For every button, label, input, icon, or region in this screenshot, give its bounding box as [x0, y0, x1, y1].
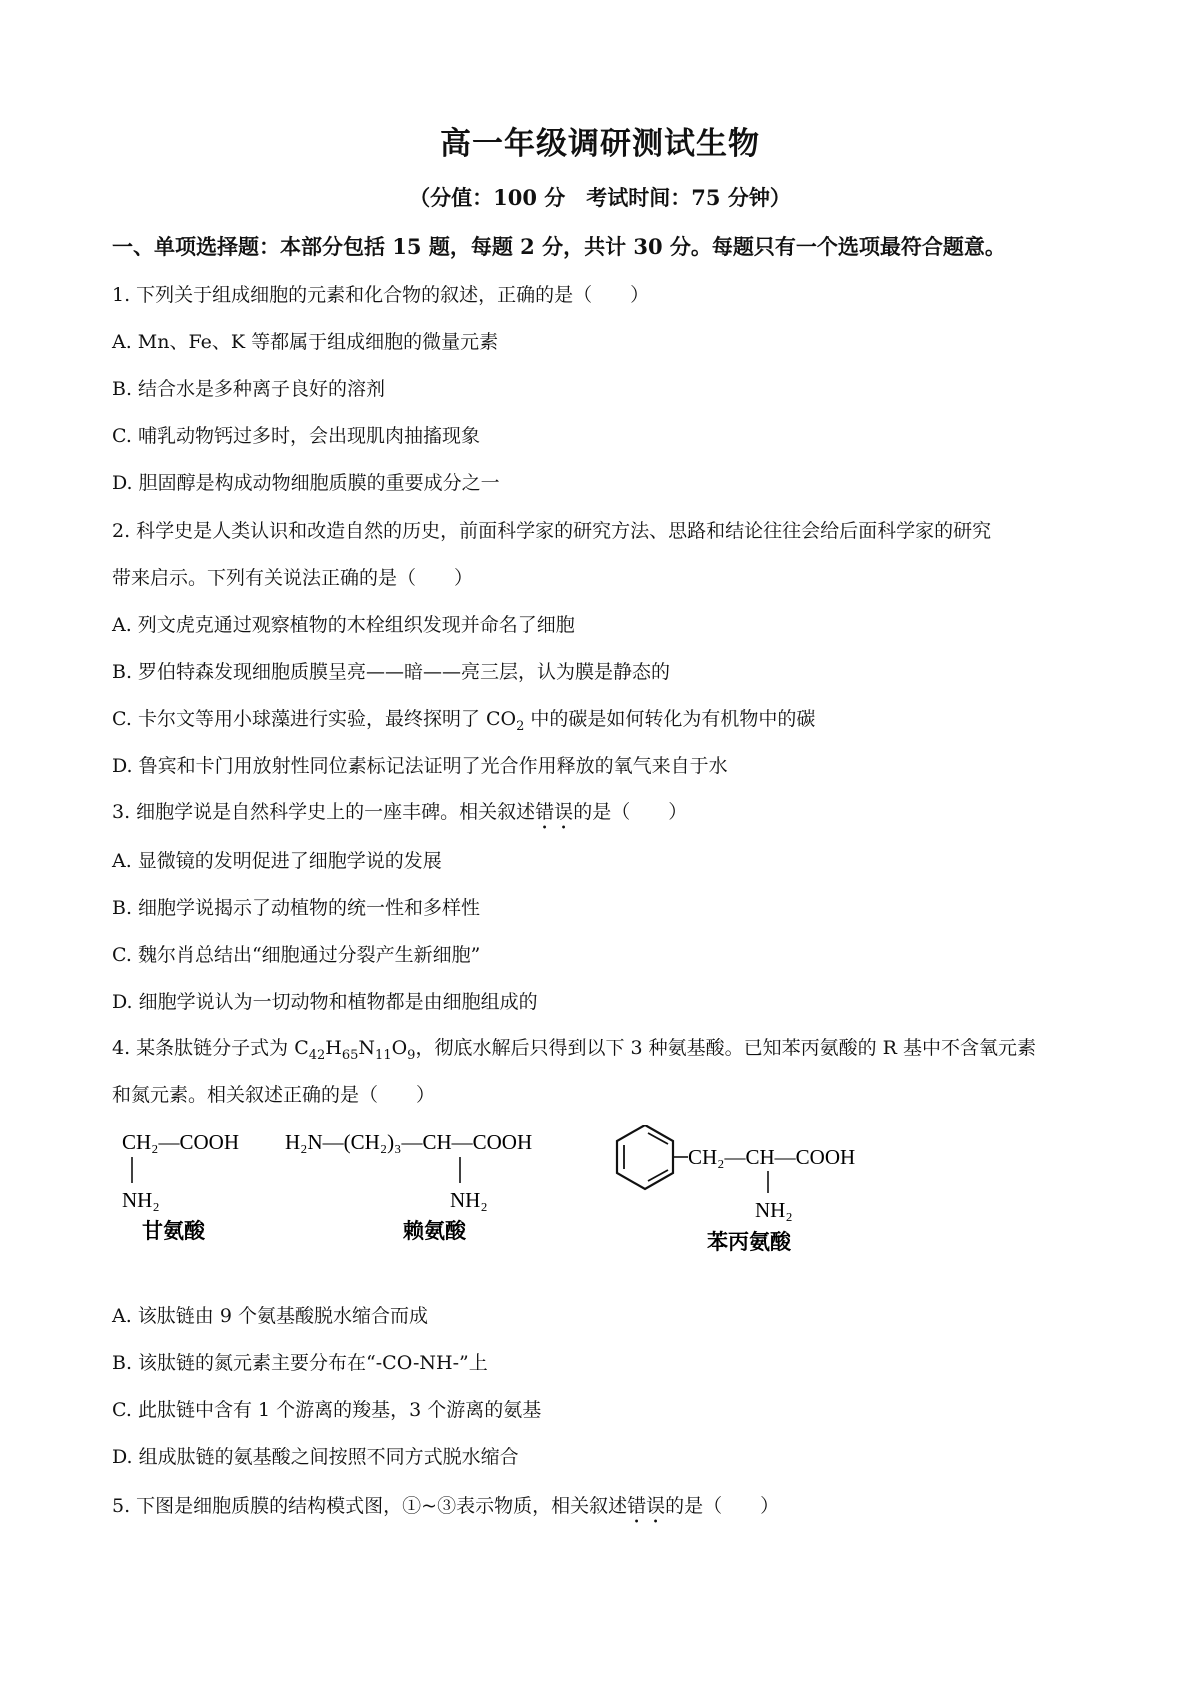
q5-stem-pre: 5. 下图是细胞质膜的结构模式图，①~③表示物质，相关叙述 — [112, 1495, 628, 1517]
page-title: 高一年级调研测试生物 — [440, 126, 760, 162]
q4-stem-line1 — [112, 1039, 1036, 1062]
q2-stem-line1: 2. 科学史是人类认识和改造自然的历史，前面科学家的研究方法、思路和结论往往会给后面科学家的研究 — [112, 520, 992, 542]
q4-option-b: B. 该肽链的氮元素主要分布在“-CO-NH-”上 — [112, 1352, 488, 1374]
formula-n: N — [358, 1037, 376, 1059]
co2-subscript: 2 — [516, 718, 525, 734]
q3-option-d: D. 细胞学说认为一切动物和植物都是由细胞组成的 — [112, 991, 538, 1013]
q4-stem-line2: 和氮元素。相关叙述正确的是（ ） — [112, 1084, 436, 1106]
section-heading: 一、单项选择题：本部分包括 15 题，每题 2 分，共计 30 分。每题只有一个选项最符合题意。 — [112, 234, 1006, 259]
glycine-structure — [122, 1130, 239, 1243]
q4-stem-pre: 4. 某条肽链分子式为 C — [112, 1037, 309, 1059]
q2-option-d: D. 鲁宾和卡门用放射性同位素标记法证明了光合作用释放的氧气来自于水 — [112, 755, 728, 777]
formula-o: O — [391, 1037, 408, 1059]
q5-stem — [112, 1495, 779, 1528]
q3-stem-pre: 3. 细胞学说是自然科学史上的一座丰碑。相关叙述 — [112, 801, 536, 823]
q2-stem-line2: 带来启示。下列有关说法正确的是（ ） — [112, 567, 474, 589]
formula-h: H — [325, 1037, 342, 1059]
q4-option-a: A. 该肽链由 9 个氨基酸脱水缩合而成 — [112, 1305, 428, 1327]
formula-n-count: 11 — [375, 1047, 392, 1063]
q5-stem-post: 的是（ ） — [665, 1495, 780, 1517]
q2-option-c — [112, 710, 815, 733]
q1-option-a: A. Mn、Fe、K 等都属于组成细胞的微量元素 — [112, 331, 499, 353]
phenylalanine-formula-bottom: NH₂ — [755, 1198, 793, 1222]
glycine-formula-bottom: NH₂ — [122, 1188, 160, 1212]
glycine-label: 甘氨酸 — [142, 1219, 205, 1243]
q5-emphasis: 错误 — [627, 1495, 666, 1517]
lysine-label: 赖氨酸 — [403, 1219, 466, 1243]
q2-option-b: B. 罗伯特森发现细胞质膜呈亮——暗——亮三层，认为膜是静态的 — [112, 661, 671, 683]
benzene-inner-bond — [648, 1170, 668, 1181]
q1-option-d: D. 胆固醇是构成动物细胞质膜的重要成分之一 — [112, 472, 500, 494]
phenylalanine-label: 苯丙氨酸 — [707, 1230, 791, 1254]
q2-option-c-pre: C. 卡尔文等用小球藻进行实验，最终探明了 CO — [112, 708, 517, 730]
benzene-ring-icon — [617, 1125, 673, 1189]
q3-option-c: C. 魏尔肖总结出“细胞通过分裂产生新细胞” — [112, 944, 481, 966]
q3-option-a: A. 显微镜的发明促进了细胞学说的发展 — [112, 850, 442, 872]
q2-option-c-post: 中的碳是如何转化为有机物中的碳 — [524, 708, 816, 730]
phenylalanine-formula-top: CH₂—CH—COOH — [688, 1145, 856, 1169]
q4-stem-post: ，彻底水解后只得到以下 3 种氨基酸。已知苯丙氨酸的 R 基中不含氧元素 — [415, 1037, 1037, 1059]
q3-stem-post: 的是（ ） — [573, 801, 688, 823]
q4-option-d: D. 组成肽链的氨基酸之间按照不同方式脱水缩合 — [112, 1446, 519, 1468]
lysine-formula-top: H₂N—(CH₂)₃—CH—COOH — [285, 1130, 533, 1154]
q1-stem: 1. 下列关于组成细胞的元素和化合物的叙述，正确的是（ ） — [112, 284, 650, 306]
formula-h-count: 65 — [341, 1047, 359, 1063]
q2-option-a: A. 列文虎克通过观察植物的木栓组织发现并命名了细胞 — [112, 614, 575, 636]
phenylalanine-structure — [617, 1125, 855, 1254]
exam-info: （分值：100 分 考试时间：75 分钟） — [409, 185, 791, 210]
formula-c-count: 42 — [308, 1047, 326, 1063]
q3-stem — [112, 801, 687, 834]
q1-option-b: B. 结合水是多种离子良好的溶剂 — [112, 378, 386, 400]
lysine-structure — [285, 1130, 532, 1243]
q1-option-c: C. 哺乳动物钙过多时，会出现肌肉抽搐现象 — [112, 425, 480, 447]
q3-emphasis: 错误 — [535, 801, 574, 823]
formula-o-count: 9 — [407, 1047, 416, 1063]
lysine-formula-bottom: NH₂ — [450, 1188, 488, 1212]
benzene-inner-bond — [648, 1133, 668, 1144]
q3-option-b: B. 细胞学说揭示了动植物的统一性和多样性 — [112, 897, 481, 919]
q4-option-c: C. 此肽链中含有 1 个游离的羧基，3 个游离的氨基 — [112, 1399, 542, 1421]
amino-acid-structures-figure — [110, 1125, 950, 1275]
glycine-formula-top: CH₂—COOH — [122, 1130, 239, 1154]
